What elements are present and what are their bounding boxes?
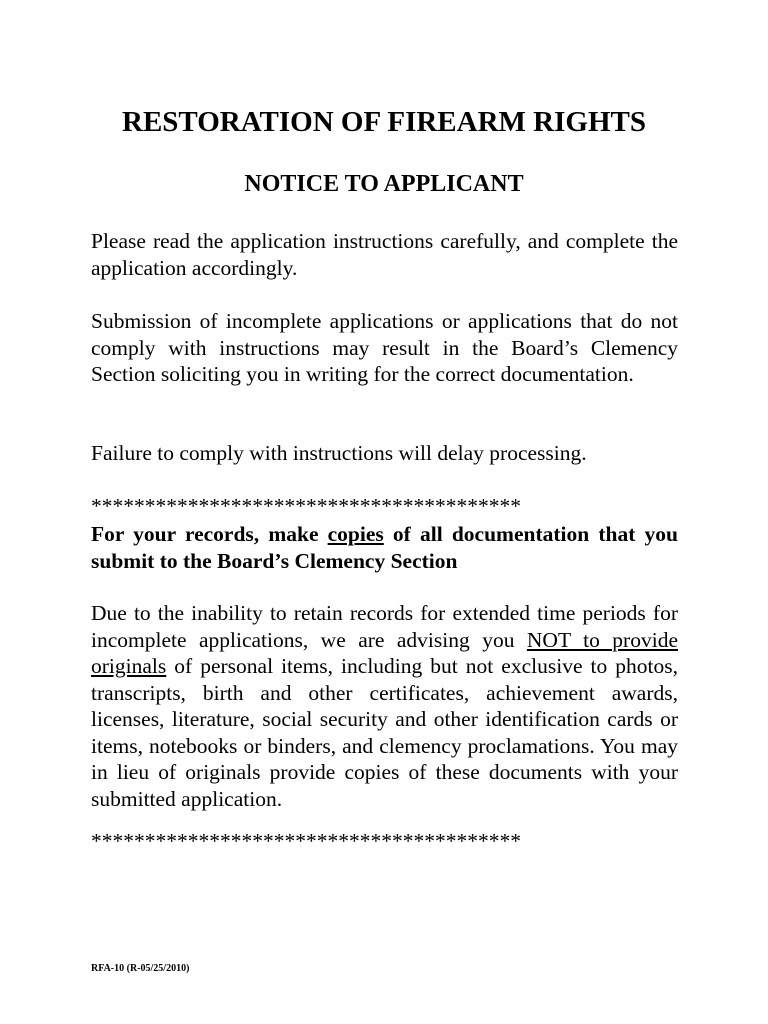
copies-notice	[91, 521, 678, 574]
document-title: RESTORATION OF FIREARM RIGHTS	[122, 106, 646, 138]
originals-paragraph-after: of personal items, including but not exclusive to photos, transcripts, birth and other certificates, achievement awards, licenses, literature, social security and other identification cards or items, notebooks or binders, and clemency proclamations. You may in lieu of originals provide copies of these documents with your submitted application.	[91, 654, 678, 811]
failure-to-comply-paragraph: Failure to comply with instructions will delay processing.	[91, 441, 587, 465]
originals-paragraph	[91, 600, 678, 812]
document-subtitle: NOTICE TO APPLICANT	[244, 171, 524, 197]
separator-top: ****************************************	[91, 494, 521, 518]
originals-paragraph-before: Due to the inability to retain records for extended time periods for incomplete applications, we are advising you	[91, 601, 678, 652]
copies-notice-underlined: copies	[327, 522, 384, 546]
incomplete-applications-paragraph: Submission of incomplete applications or applications that do not comply with instructions may result in the Board’s Clemency Section soliciting you in writing for the correct documentation.	[91, 309, 678, 386]
copies-notice-before: For your records, make	[91, 522, 328, 546]
copies-notice-after: of all documentation that you submit to the Board’s Clemency Section	[91, 522, 678, 573]
originals-paragraph-underlined: NOT to provide originals	[91, 627, 678, 678]
instructions-paragraph: Please read the application instructions carefully, and complete the application accordingly.	[91, 229, 678, 280]
separator-bottom: ****************************************	[91, 829, 521, 853]
form-number: RFA-10 (R-05/25/2010)	[91, 963, 190, 974]
